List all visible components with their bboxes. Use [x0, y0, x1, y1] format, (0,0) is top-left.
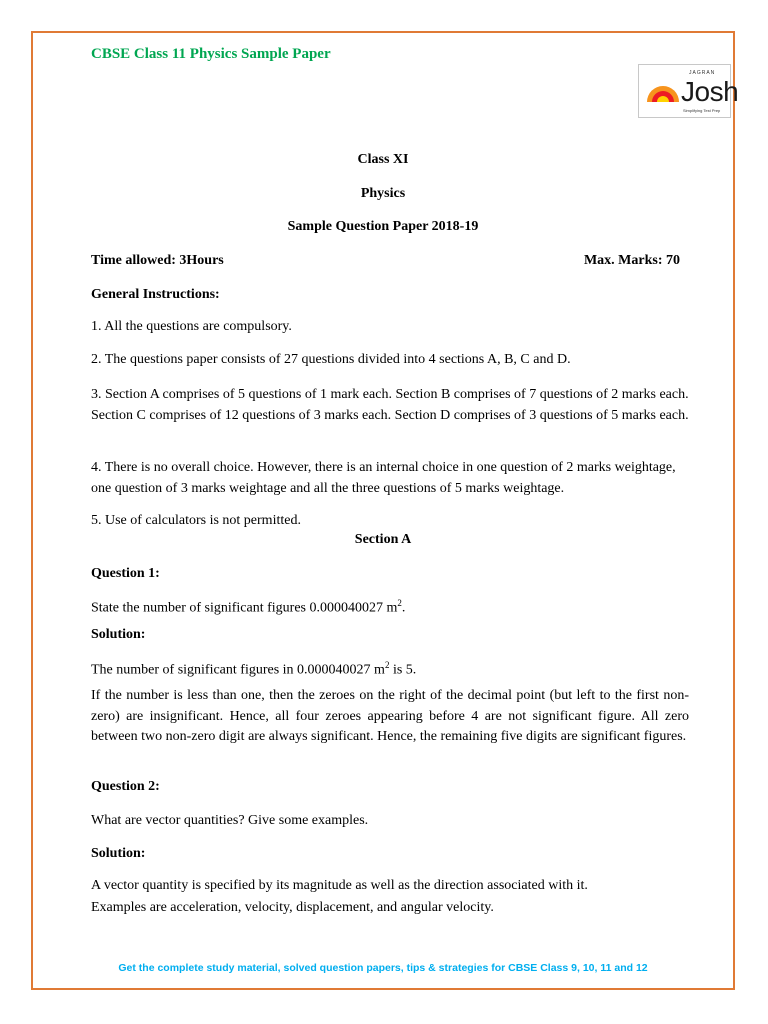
jagran-josh-logo [638, 64, 739, 118]
footer-promo: Get the complete study material, solved question papers, tips & strategies for CBSE Class 9, 10, 11 and 12 [118, 962, 648, 974]
answer-text-main: The number of significant figures in 0.000040027 m [91, 662, 385, 678]
solution-label: Solution: [91, 846, 146, 861]
document-header: CBSE Class 11 Physics Sample Paper [91, 46, 331, 62]
superscript: 2 [397, 598, 402, 608]
sun-logo-icon [645, 81, 681, 103]
logo-brand-name: Josh [681, 76, 739, 107]
max-marks: Max. Marks: 70 [583, 253, 680, 268]
instruction-item: 4. There is no overall choice. However, there is an internal choice in one question of 2 marks weightage, one question of 3 marks weightage and all the three questions of 5 marks weightage. [91, 460, 676, 496]
solution-answer-line: Examples are acceleration, velocity, displacement, and angular velocity. [91, 900, 494, 915]
solution-label: Solution: [91, 627, 146, 642]
subject-title: Physics [360, 186, 406, 201]
instruction-item: 2. The questions paper consists of 27 questions divided into 4 sections A, B, C and D. [91, 352, 571, 367]
logo-brand-top: JAGRAN [689, 70, 716, 76]
instruction-item: 1. All the questions are compulsory. [91, 319, 292, 334]
answer-text-end: is 5. [389, 662, 417, 678]
solution-explanation: If the number is less than one, then the zeroes on the right of the decimal point (but left to the first non-zero) are insignificant. Hence, all four zeroes appearing before 4 are not significant figure. All zero between two non-zero digit are always significant. Hence, the remaining five digits are significant figures. [91, 688, 689, 744]
question-text-main: State the number of significant figures 0.000040027 m [91, 600, 398, 616]
superscript: 2 [384, 660, 390, 670]
question-label: Question 1: [91, 566, 160, 581]
time-allowed: Time allowed: 3Hours [91, 253, 224, 268]
paper-title: Sample Question Paper 2018-19 [287, 219, 479, 234]
section-heading: Section A [354, 532, 412, 547]
instruction-item: 3. Section A comprises of 5 questions of 1 mark each. Section B comprises of 7 questions of 2 marks each. Section C comprises of 12 questions of 3 marks each. Section D comprises of 3 questions of 5 marks each. [91, 387, 689, 423]
instructions-heading: General Instructions: [91, 287, 220, 302]
question-text [91, 598, 405, 617]
question-text: What are vector quantities? Give some examples. [91, 813, 369, 828]
instruction-item: 5. Use of calculators is not permitted. [91, 513, 301, 528]
solution-answer [91, 660, 416, 679]
class-title: Class XI [357, 152, 409, 167]
solution-answer-line: A vector quantity is specified by its magnitude as well as the direction associated with it. [91, 878, 588, 893]
question-label: Question 2: [91, 779, 160, 794]
logo-tagline: Simplifying Test Prep [683, 108, 721, 113]
question-text-end: . [401, 600, 406, 616]
